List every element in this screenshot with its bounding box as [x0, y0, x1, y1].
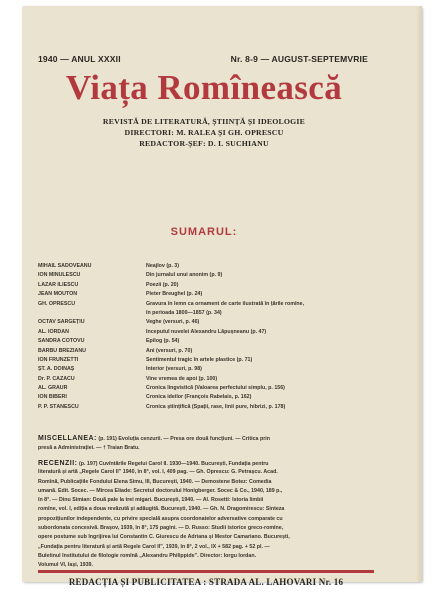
- toc-title: Interior (versuri, p. 98): [146, 366, 202, 373]
- reviews-line: Buletinul Institutului de filologie romînă „Alexandru Philippide”. Director: Iorgu Iordan.: [38, 552, 257, 559]
- issue-line: [38, 54, 368, 64]
- toc-row: [38, 338, 380, 347]
- toc-author: Dr. P. CAZACU: [38, 375, 75, 382]
- toc-title: Gravura în lemn ca ornament de carte ilustrată în țările romîne,: [146, 300, 305, 307]
- toc-row: [38, 329, 380, 338]
- magazine-title: Viața Romînească: [65, 68, 343, 107]
- toc-author: ION BIBERI: [38, 394, 67, 401]
- toc-title: Cronica științifică (Spații, rase, linii pure, hibrizi, p. 178): [146, 403, 286, 410]
- subtitle-line-3: REDACTOR-ȘEF: D. I. SUCHIANU: [139, 139, 269, 148]
- miscellanea-line-1: [38, 434, 378, 444]
- toc-author: ION MINULESCU: [38, 272, 81, 279]
- toc-row: [38, 282, 380, 291]
- toc-row: [38, 263, 380, 272]
- toc-row: [38, 272, 380, 281]
- toc-author: OCTAV SARGEȚIU: [38, 319, 85, 326]
- cover-edge-shade: [416, 6, 422, 582]
- reviews-line: Volumul VI, Iași, 1939.: [38, 562, 93, 569]
- toc-author: LAZĂR ILIESCU: [38, 281, 79, 288]
- reviews-line: literatură și artă „Regele Carol II” 1940, în 8°, vol. I, 409 pag. — Gh. Oprescu: G. Petrașcu. Acad.: [38, 469, 278, 476]
- reviews-line: opere postume sub îngrijirea lui Constantin C. Giurescu de Adriana și Mestor Camariano. București,: [38, 534, 290, 541]
- toc-author: BARBU BREZIANU: [38, 347, 86, 354]
- table-of-contents: [38, 263, 380, 413]
- reviews-line: în 8°. — Dinu Simian: Două pale la trei migari. București, 1940. — Al. Rosetti: Istoria limbii: [38, 497, 264, 504]
- toc-author: JEAN MOUTON: [38, 291, 78, 298]
- toc-author: ION FRUNZETTI: [38, 356, 79, 363]
- reviews-line: „Fundația pentru literatură și artă Regele Carol II”, 1939, în 8°, 2 vol., IX + 582 pag. + 52 pl. —: [38, 543, 270, 550]
- toc-author: ȘT. A. DOINAȘ: [38, 366, 75, 373]
- summary-heading: SUMARUL:: [170, 226, 238, 238]
- subtitle-line-1: REVISTĂ DE LITERATURĂ, ȘTIINȚĂ ȘI IDEOLOGIE: [102, 117, 306, 126]
- reviews-line: romîne, vol. I, ediția a doua revăzută și adăugită. București, 1940. — Gh. N. Dragomirescu: Sinteza: [38, 506, 285, 513]
- toc-title: Poezii (p. 20): [146, 281, 179, 288]
- reviews-section: [38, 459, 378, 571]
- reviews-line: subordonata concesivă. Brașov, 1939, în 8°, 175 pagini. — D. Russo: Studii istorice greco-romîne,: [38, 525, 284, 532]
- toc-author: GH. OPRESCU: [38, 300, 76, 307]
- toc-row: [38, 348, 380, 357]
- toc-row: [38, 385, 380, 394]
- toc-title: Veghe (versuri, p. 46): [146, 319, 200, 326]
- toc-author: AL. IORDAN: [38, 328, 69, 335]
- toc-author: [38, 310, 146, 319]
- toc-row: [38, 394, 380, 403]
- reviews-line: umană. Edit. Socec. — Mircea Eliade: Secretul doctorului Honigberger. Socec & Co., 1940, 189 p.,: [38, 487, 283, 494]
- toc-title: Neajlov (p. 3): [146, 263, 179, 269]
- toc-title: Începutul nuvelei Alexandru Lăpușneanu (p. 47): [146, 328, 267, 335]
- toc-row: [38, 404, 380, 413]
- toc-row: [38, 366, 380, 375]
- reviews-text: (p. 197) Cuvîntările Regelui Carol II. 1930—1940. București, Fundația pentru: [78, 461, 269, 467]
- toc-author: P. P. STĂNESCU: [38, 403, 79, 410]
- footer-address: REDACȚIA ȘI PUBLICITATEA : STRADA AL. LAHOVARI Nr. 16: [68, 577, 344, 587]
- miscellanea-heading: MISCELLANEA:: [38, 435, 97, 442]
- toc-title: Vine vremea de apoi (p. 100): [146, 375, 218, 382]
- toc-row: [38, 319, 380, 328]
- reviews-line: propozițiunilor independente, cu privire specială asupra coordonatelor adversative comparate cu: [38, 515, 283, 522]
- toc-title: în perioada 1800—1857 (p. 34): [146, 309, 222, 316]
- number-month: Nr. 8-9 — AUGUST-SEPTEMVRIE: [230, 54, 368, 64]
- toc-title: Epilog (p. 54): [146, 338, 180, 345]
- toc-author: SANDRA COTOVU: [38, 338, 85, 345]
- toc-row: [38, 291, 380, 300]
- miscellanea-text-2: presă a Administrației. — † Traian Bratu.: [38, 445, 140, 451]
- reviews-heading: RECENZII:: [38, 460, 78, 467]
- toc-row: [38, 357, 380, 366]
- toc-author: AL. GRAUR: [38, 385, 68, 392]
- red-divider: [38, 570, 374, 573]
- toc-title: Din jurnalul unui anonim (p. 9): [146, 272, 223, 279]
- toc-row: [38, 301, 380, 310]
- reviews-line: [38, 459, 378, 468]
- toc-title: Sentimentul tragic în artele plastice (p. 71): [146, 356, 253, 363]
- toc-title: Pieter Breughel (p. 24): [146, 291, 203, 298]
- miscellanea-text-1: (p. 191) Evoluția cenzurii. — Presa ore două funcțiuni. — Critica prin: [98, 436, 270, 442]
- toc-row: [38, 310, 380, 319]
- year-issue: 1940 — ANUL XXXII: [38, 54, 121, 64]
- toc-row: [38, 376, 380, 385]
- subtitle-line-2: DIRECTORI: M. RALEA ȘI GH. OPRESCU: [124, 128, 284, 137]
- toc-title: Ani (versuri, p. 70): [146, 347, 193, 354]
- reviews-line: Romînă, Publicațiile Fondului Elena Simu, III, București, 1940. — Demostene Botez: Comedia: [38, 478, 272, 485]
- toc-title: Cronica ideilor (François Rabelais, p. 162): [146, 394, 252, 401]
- toc-author: MIHAIL SADOVEANU: [38, 263, 92, 269]
- miscellanea-section: [38, 434, 378, 453]
- toc-title: Cronica lingvistică (Valoarea perfectului simplu, p. 156): [146, 385, 285, 392]
